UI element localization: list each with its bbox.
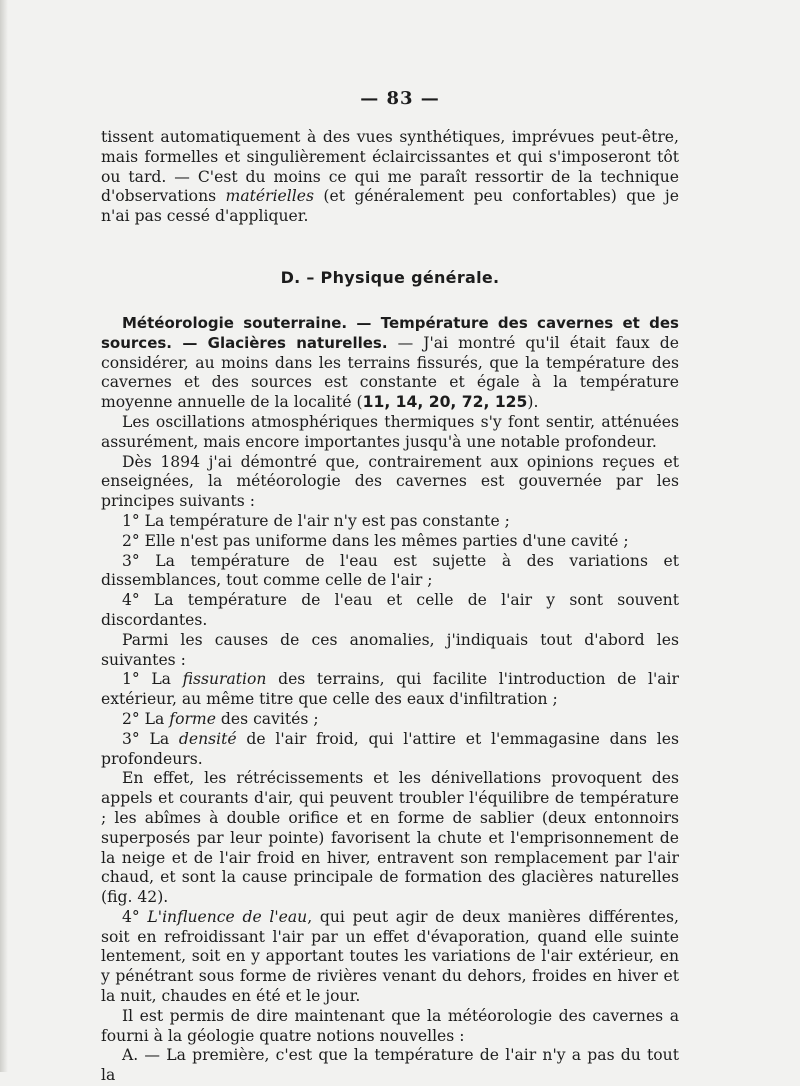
meteo-heading: Météorologie souterraine. — Température des cavernes et des sources. — Glacières naturelles.	[101, 313, 679, 352]
paragraph-meteorologie	[101, 314, 679, 413]
paragraph-1894: Dès 1894 j'ai démontré que, contrairement aux opinions reçues et enseignées, la météorologie des cavernes est gouvernée par les principes suivants :	[101, 452, 679, 511]
cause-4	[101, 908, 679, 1007]
cause-3	[101, 730, 679, 770]
page-number: — 83 —	[360, 88, 440, 109]
cause-2	[101, 710, 679, 730]
paragraph-permis: Il est permis de dire maintenant que la météorologie des cavernes a fourni à la géologie quatre notions nouvelles :	[101, 1006, 679, 1045]
cause-4-pre: 4°	[122, 907, 148, 926]
section-title: D. – Physique générale.	[280, 267, 500, 287]
cause-4-post: , qui peut agir de deux manières différentes, soit en refroidissant l'air par un effet d'évaporation, quand elle suinte lentement, soit en y apportant toutes les variations de l'air extérieur, en y pénétrant sous forme de rivières venant du dehors, froides en hiver et la nuit, chaudes en été et le jour.	[101, 907, 679, 1006]
cause-1-italic: fissuration	[182, 670, 267, 689]
cause-3-italic: densité	[178, 729, 237, 748]
meteo-references: 11, 14, 20, 72, 125	[362, 393, 528, 412]
cause-2-pre: 2° La	[122, 709, 170, 728]
paragraph-causes: Parmi les causes de ces anomalies, j'indiquais tout d'abord les suivantes :	[101, 630, 679, 669]
principle-1: 1° La température de l'air n'y est pas constante ;	[122, 511, 510, 530]
meteo-text: — J'ai montré qu'il était faux de considérer, au moins dans les terrains fissurés, que la température des cavernes et des sources est constante et égale à la température moyenne annuelle de la localité (	[101, 333, 679, 412]
intro-italic: matérielles	[225, 187, 314, 206]
cause-1-pre: 1° La	[122, 670, 183, 689]
cause-4-italic: L'influence de l'eau	[147, 907, 308, 926]
page-body	[101, 128, 679, 1086]
intro-text: tissent automatiquement à des vues synthétiques, imprévues peut-être, mais formelles et singulièrement éclaircissantes et qui s'imposeront tôt ou tard. — C'est du moins ce qui me paraît ressortir de la technique d'observations	[101, 128, 679, 206]
meteo-close: ).	[527, 393, 539, 412]
cause-3-pre: 3° La	[122, 729, 179, 748]
cause-3-post: de l'air froid, qui l'attire et l'emmagasine dans les profondeurs.	[101, 729, 679, 768]
intro-text-end: (et généralement peu confortables) que je n'ai pas cessé d'appliquer.	[101, 187, 679, 226]
paragraph-a: A. — La première, c'est que la température de l'air n'y a pas du tout la	[101, 1046, 679, 1085]
cause-1-post: des terrains, qui facilite l'introduction de l'air extérieur, au même titre que celle des eaux d'infiltration ;	[101, 670, 679, 709]
principle-2: 2° Elle n'est pas uniforme dans les mêmes parties d'une cavité ;	[122, 531, 629, 550]
principle-4: 4° La température de l'eau et celle de l'air y sont souvent discordantes.	[101, 591, 679, 629]
cause-2-post: des cavités ;	[215, 709, 319, 728]
paragraph-oscillations: Les oscillations atmosphériques thermiques s'y font sentir, atténuées assurément, mais encore importantes jusqu'à une notable profondeur.	[101, 412, 679, 451]
principle-3: 3° La température de l'eau est sujette à des variations et dissemblances, tout comme celle de l'air ;	[101, 551, 679, 590]
cause-1	[101, 670, 679, 710]
scan-edge	[0, 0, 8, 1072]
cause-2-italic: forme	[169, 709, 216, 728]
paragraph-effet: En effet, les rétrécissements et les dénivellations provoquent des appels et courants d'air, qui peuvent troubler l'équilibre de température ; les abîmes à double orifice et en forme de sablier (deux entonnoirs superposés par leur pointe) favorisent la chute et l'emprisonnement de la neige et de l'air froid en hiver, entravent son remplacement par l'air chaud, et sont la cause principale de formation des glacières naturelles (fig. 42).	[101, 769, 679, 907]
paragraph-intro	[101, 128, 679, 227]
